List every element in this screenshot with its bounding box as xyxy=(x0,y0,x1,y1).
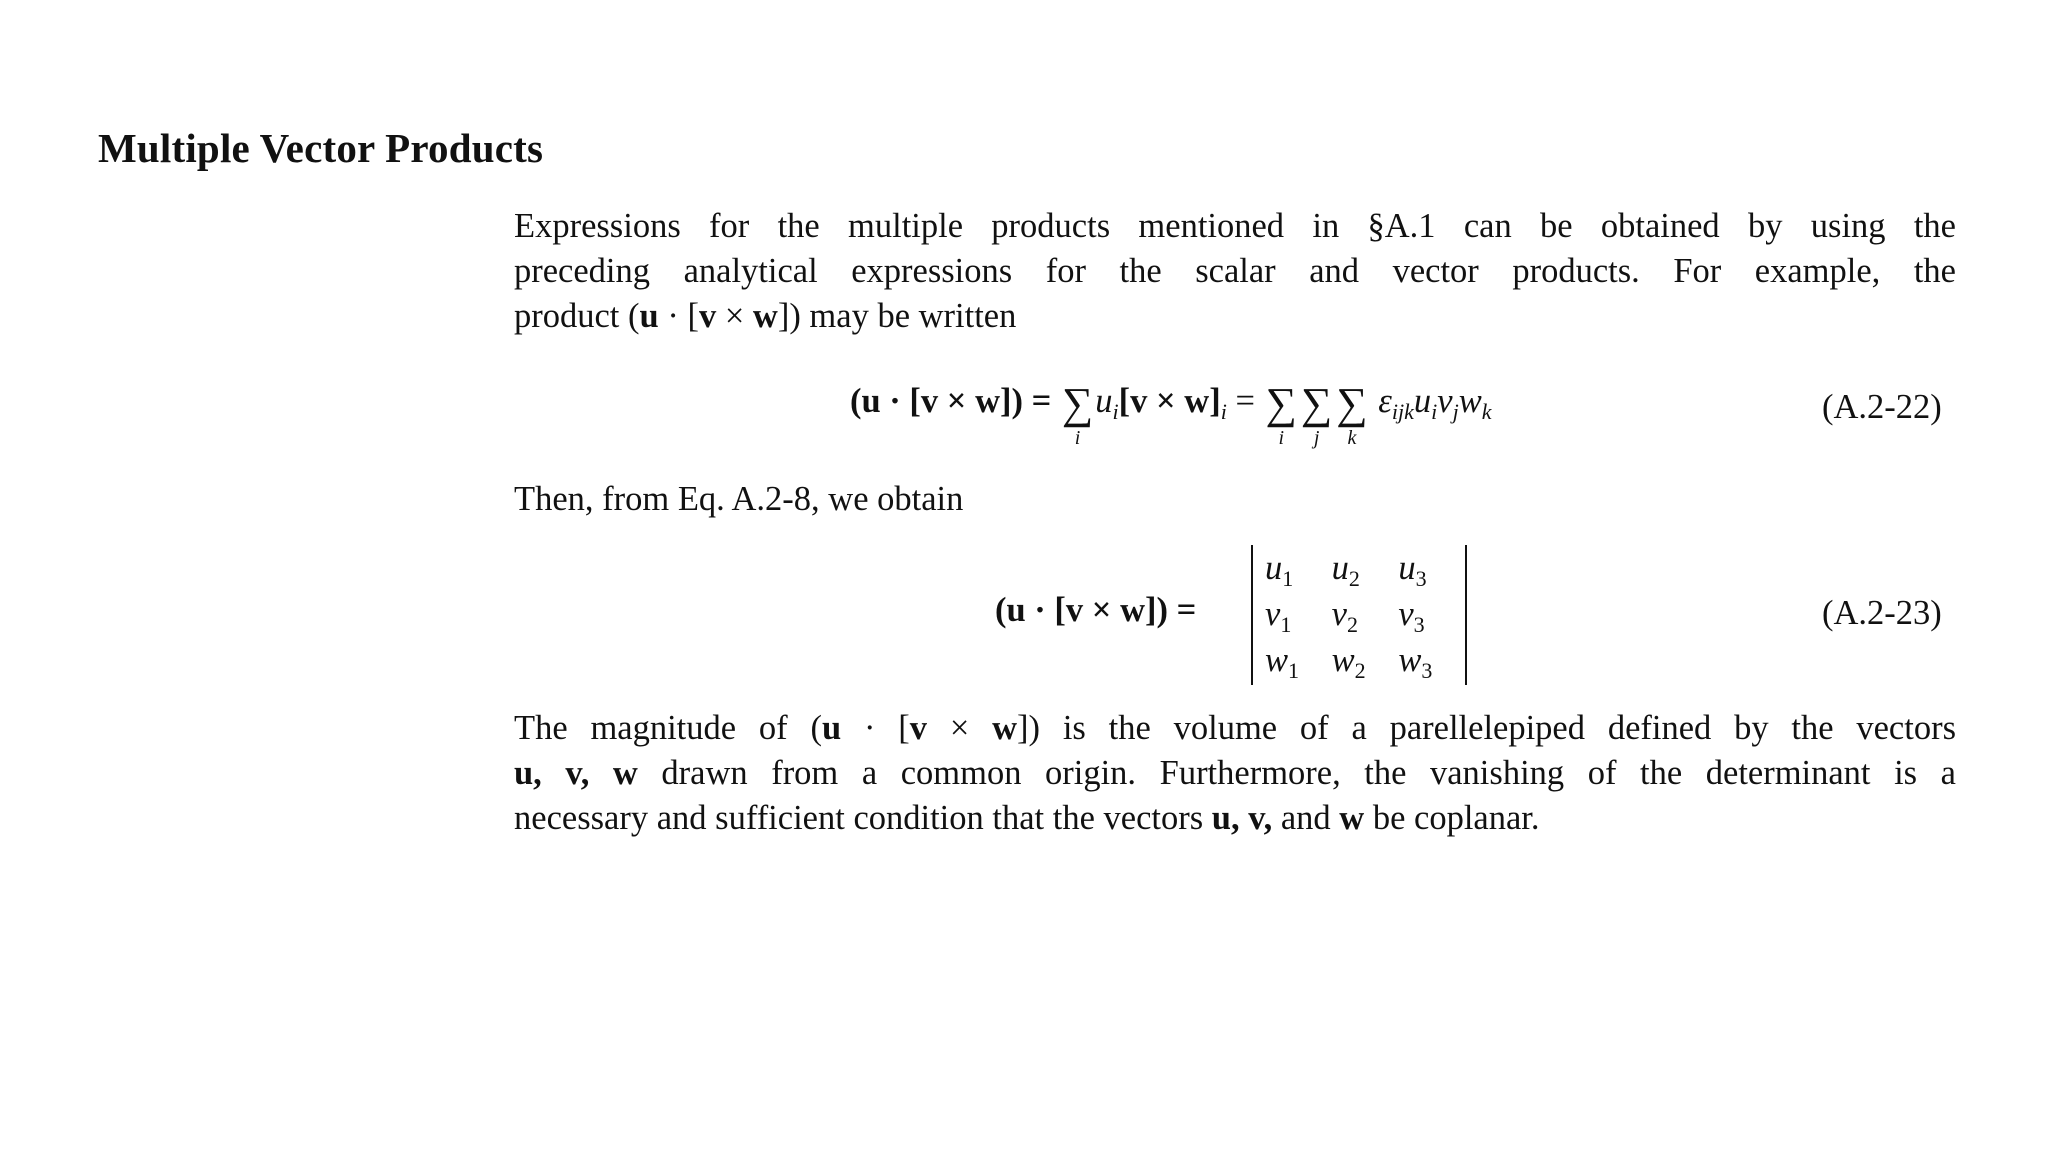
matrix-cell-subscript: 2 xyxy=(1354,657,1366,683)
vector-u: u xyxy=(639,297,659,335)
vectors-uvw: u, v, w xyxy=(514,754,638,792)
sum-glyph: ∑ xyxy=(1265,379,1297,428)
component-w: w xyxy=(1458,382,1482,420)
matrix-cell-symbol: u xyxy=(1398,548,1416,587)
subscript-k: k xyxy=(1481,399,1492,424)
matrix-cell xyxy=(1398,545,1465,591)
paragraph-magnitude xyxy=(514,706,1956,841)
paragraph-magnitude-line-1 xyxy=(514,706,1956,751)
vector-w: w xyxy=(752,297,778,335)
matrix-cell xyxy=(1398,637,1465,683)
matrix-row xyxy=(1265,637,1465,683)
subscript-ijk: ijk xyxy=(1391,399,1414,424)
subscript-i: i xyxy=(1220,399,1227,424)
sum-symbol-i2 xyxy=(1265,379,1297,449)
matrix-row xyxy=(1265,591,1465,637)
matrix-cell-subscript: 3 xyxy=(1415,565,1427,591)
sum-symbol-k xyxy=(1336,379,1368,449)
text-run: drawn from a common origin. Furthermore, the vanishing of the determinant is a xyxy=(637,754,1956,792)
text-run: necessary and sufficient condition that the vectors xyxy=(514,799,1212,837)
text-run: · [ xyxy=(658,297,699,335)
vector-u: u xyxy=(821,709,842,747)
sum-index-j: j xyxy=(1313,427,1320,449)
matrix-cell-symbol: v xyxy=(1398,594,1414,633)
matrix-cell-symbol: v xyxy=(1331,594,1347,633)
text-run: and xyxy=(1272,799,1340,837)
matrix-cell-subscript: 1 xyxy=(1288,657,1300,683)
sum-index-i: i xyxy=(1278,427,1285,449)
equation-a2-22 xyxy=(850,379,1492,449)
matrix-cell-symbol: w xyxy=(1331,640,1355,679)
matrix-cell xyxy=(1265,637,1332,683)
sum-symbol-j xyxy=(1300,379,1333,449)
matrix-cell xyxy=(1265,545,1332,591)
matrix-cell-subscript: 3 xyxy=(1413,611,1425,637)
matrix-cell-symbol: u xyxy=(1331,548,1349,587)
levi-civita-symbol: ε xyxy=(1378,382,1392,420)
paragraph-intro-line-2: preceding analytical expressions for the scalar and vector products. For example, the xyxy=(514,252,1956,290)
vector-v: v xyxy=(909,709,928,747)
matrix-row xyxy=(1265,545,1465,591)
matrix-cell-symbol: w xyxy=(1265,640,1289,679)
cross-operator: × xyxy=(927,709,993,747)
matrix-cell-symbol: v xyxy=(1265,594,1281,633)
equation-number-a2-23: (A.2-23) xyxy=(1822,594,1942,632)
matrix-cell xyxy=(1265,591,1332,637)
sum-index-i: i xyxy=(1074,427,1081,449)
vector-w: w xyxy=(992,709,1018,747)
text-run: ]) may be written xyxy=(777,297,1017,335)
component-v: v xyxy=(1437,382,1453,420)
section-heading: Multiple Vector Products xyxy=(98,125,544,171)
matrix-cell-subscript: 2 xyxy=(1346,611,1358,637)
matrix-cell-symbol: u xyxy=(1265,548,1283,587)
sum-symbol-i xyxy=(1061,379,1094,449)
component-u: u xyxy=(1095,382,1113,420)
sum-glyph: ∑ xyxy=(1300,379,1333,428)
paragraph-then xyxy=(514,477,1956,522)
matrix-cell-subscript: 1 xyxy=(1280,611,1292,637)
matrix-cell-subscript: 1 xyxy=(1282,565,1294,591)
determinant-matrix xyxy=(1251,545,1467,685)
vectors-uv: u, v, xyxy=(1211,799,1273,837)
paragraph-intro xyxy=(514,204,1956,339)
component-u: u xyxy=(1413,382,1432,420)
text-run: product ( xyxy=(514,297,640,335)
equation-number-a2-22: (A.2-22) xyxy=(1822,388,1942,426)
matrix-cell xyxy=(1398,591,1465,637)
paragraph-then-line: Then, from Eq. A.2-8, we obtain xyxy=(514,480,964,518)
matrix-cell xyxy=(1332,637,1399,683)
cross-operator: × xyxy=(716,297,753,335)
matrix-cell xyxy=(1332,545,1399,591)
sum-glyph: ∑ xyxy=(1336,379,1368,428)
matrix-cell xyxy=(1332,591,1399,637)
paragraph-magnitude-line-3 xyxy=(514,796,1956,841)
text-run: The magnitude of ( xyxy=(514,709,822,747)
text-run: · [ xyxy=(841,709,910,747)
equals-sign: = xyxy=(1235,382,1255,420)
vector-v: v xyxy=(698,297,717,335)
sum-index-k: k xyxy=(1347,427,1357,449)
paragraph-intro-line-3 xyxy=(514,294,1956,339)
subscript-j: j xyxy=(1452,399,1459,424)
text-run: ]) is the volume of a parellelepiped defined by the vectors xyxy=(1017,709,1956,747)
paragraph-magnitude-line-2 xyxy=(514,751,1956,796)
matrix-cell-subscript: 3 xyxy=(1421,657,1433,683)
text-run: be coplanar. xyxy=(1364,799,1540,837)
matrix-cell-symbol: w xyxy=(1398,640,1422,679)
matrix-table xyxy=(1265,545,1465,683)
subscript-i: i xyxy=(1431,399,1438,424)
subscript-i: i xyxy=(1112,399,1119,424)
vector-w: w xyxy=(1339,799,1365,837)
cross-product-term: [v × w] xyxy=(1118,382,1221,420)
equation-lhs: (u · [v × w]) = xyxy=(995,591,1197,629)
matrix-cell-subscript: 2 xyxy=(1348,565,1360,591)
sum-glyph: ∑ xyxy=(1061,379,1094,428)
paragraph-intro-line-1: Expressions for the multiple products mentioned in §A.1 can be obtained by using the xyxy=(514,207,1956,245)
equation-lhs: (u · [v × w]) = xyxy=(850,382,1052,420)
